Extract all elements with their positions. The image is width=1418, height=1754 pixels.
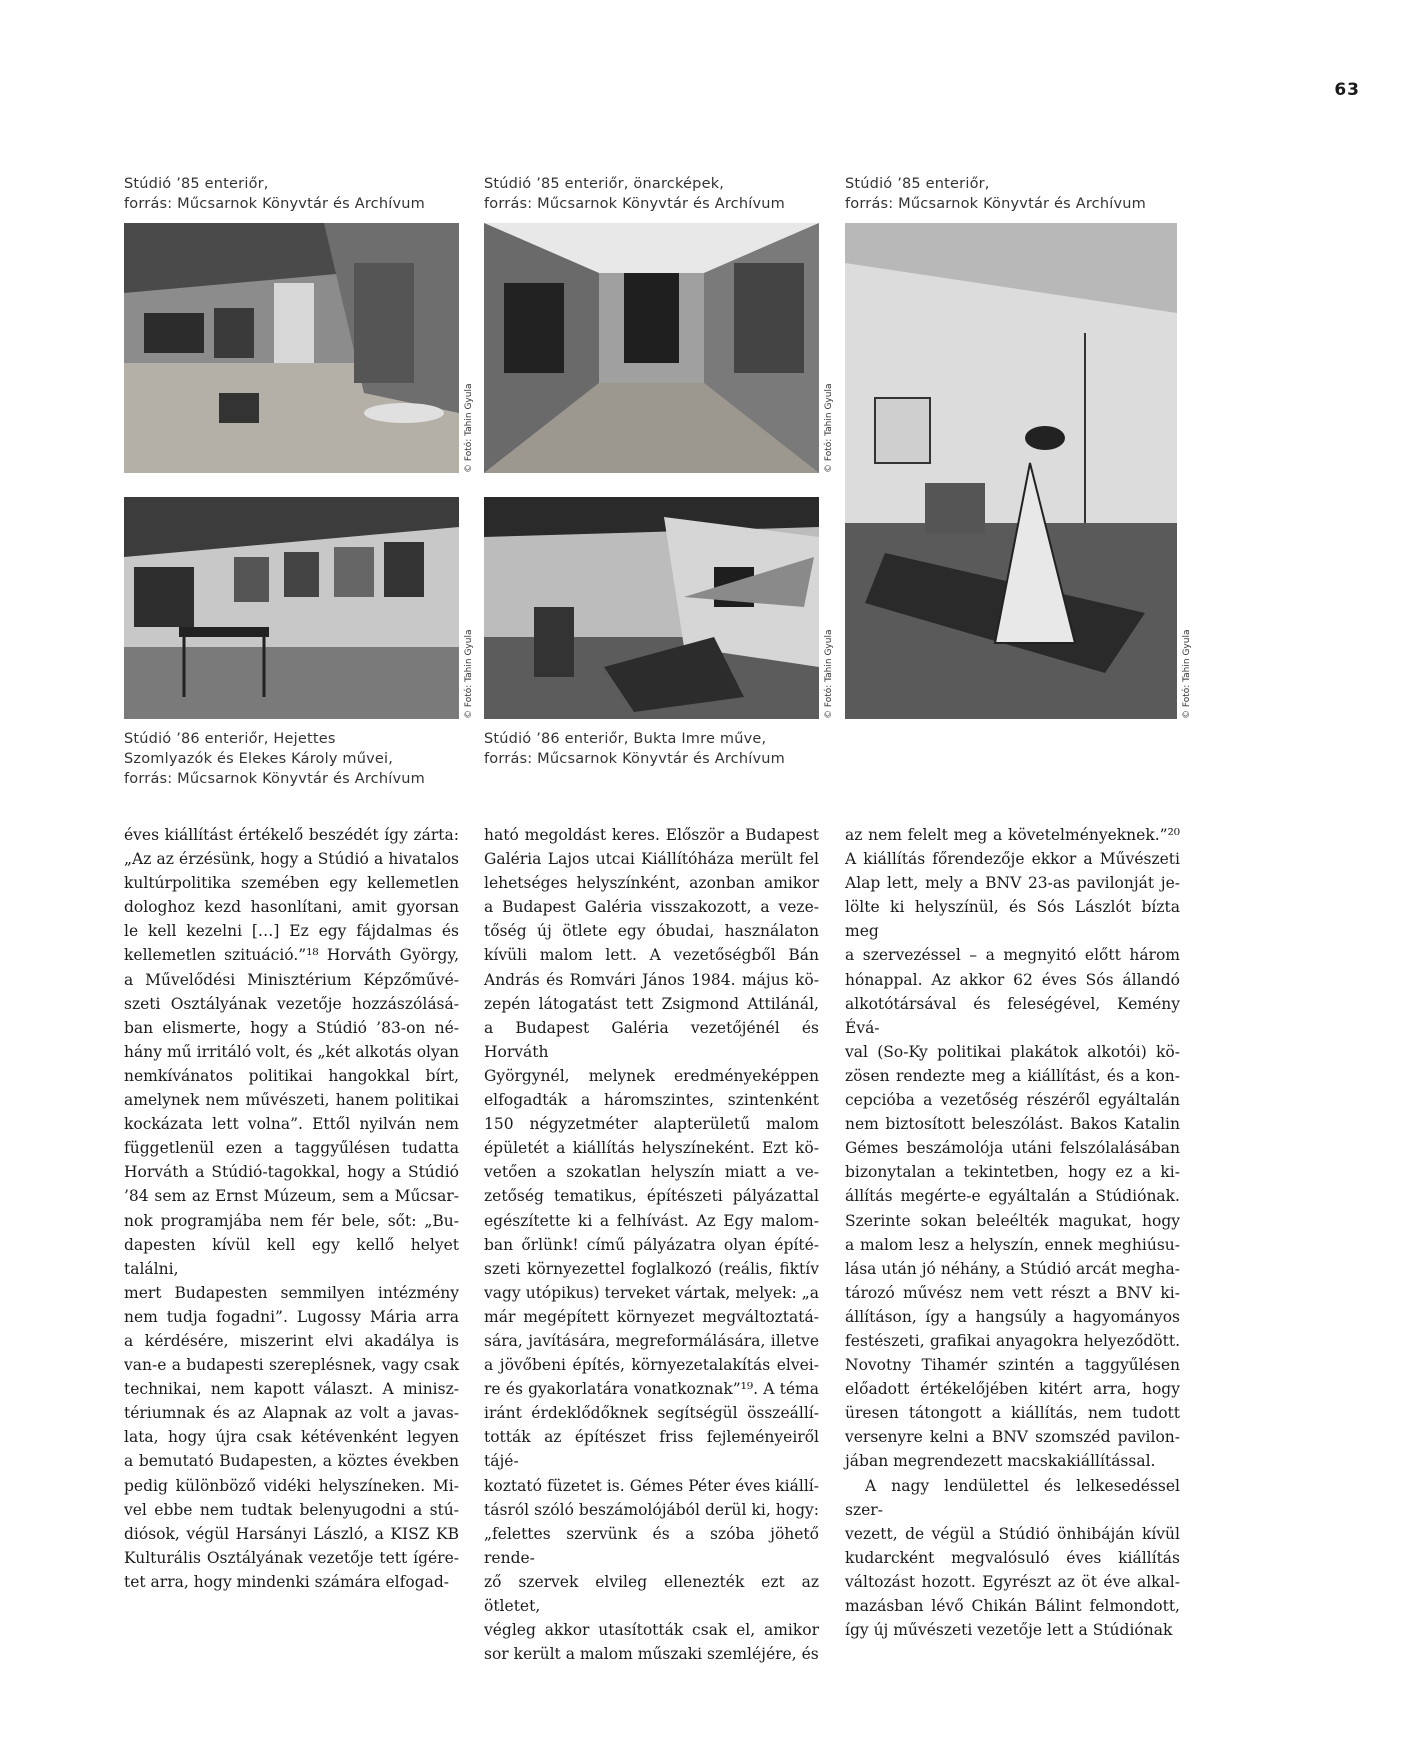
text-line: festészeti, grafikai anyagokra helyeződött. bbox=[845, 1331, 1180, 1350]
photo-studio85-interior-2 bbox=[845, 223, 1177, 719]
text-line: Györgynél, melynek eredményeképpen bbox=[484, 1066, 819, 1085]
text-line: nem biztosított beleszólást. Bakos Katalin bbox=[845, 1115, 1180, 1134]
text-column-3 bbox=[845, 823, 1180, 1642]
text-line: tet arra, hogy mindenki számára elfogad- bbox=[124, 1572, 450, 1591]
text-line: mert Budapesten semmilyen intézmény bbox=[124, 1283, 459, 1302]
text-line: ző szervek elvileg ellenezték ezt az ötletet, bbox=[484, 1572, 819, 1615]
text-line: elfogadták a háromszintes, szintenként bbox=[484, 1091, 819, 1110]
text-line: az nem felelt meg a követelményeknek.”²⁰ bbox=[845, 826, 1180, 844]
text-line: dologhoz kezd hasonlítani, amit gyorsan bbox=[124, 898, 459, 917]
text-line: állítás megérte-e egyáltalán a Stúdiónak. bbox=[845, 1187, 1180, 1206]
photo-caption-3: Stúdió ’85 enteriőr, forrás: Műcsarnok Könyvtár és Archívum bbox=[845, 176, 1146, 212]
text-line: tőség új ötlete egy óbudai, használaton bbox=[484, 922, 819, 941]
photo-credit-4: © Fotó: Tahin Gyula bbox=[464, 629, 474, 719]
text-line: kockázata lett volna”. Ettől nyilván nem bbox=[124, 1115, 459, 1134]
text-line: A kiállítás főrendezője ekkor a Művészeti bbox=[845, 850, 1180, 869]
text-line: lehetséges helyszínként, azonban amikor bbox=[484, 874, 819, 893]
text-line: a Művelődési Minisztérium Képzőművé- bbox=[124, 970, 459, 989]
text-line: diósok, végül Harsányi László, a KISZ KB bbox=[124, 1524, 459, 1543]
text-column-2 bbox=[484, 823, 819, 1666]
text-line: egészítette ki a felhívást. Az Egy malom- bbox=[484, 1211, 819, 1230]
text-line: lata, hogy újra csak kétévenként legyen bbox=[124, 1428, 459, 1447]
text-line: Gémes beszámolója utáni felszólalásában bbox=[845, 1139, 1180, 1158]
text-line: vagy utópikus) terveket vártak, melyek: „a bbox=[484, 1283, 819, 1302]
text-line: tározó művész nem vett részt a BNV ki- bbox=[845, 1283, 1180, 1302]
text-line: így új művészeti vezetője lett a Stúdiónak bbox=[845, 1621, 1173, 1640]
text-line: ban elismerte, hogy a Stúdió ’83-on né- bbox=[124, 1018, 459, 1037]
text-line: előadott értékelőjében kitért arra, hogy bbox=[845, 1380, 1180, 1399]
text-line: re és gyakorlatára vonatkoznak”¹⁹. A téma bbox=[484, 1380, 819, 1399]
text-line: bizonytalan a tekintetben, hogy ez a ki- bbox=[845, 1163, 1180, 1182]
photo-caption-5: Stúdió ’86 enteriőr, Bukta Imre műve, forrás: Műcsarnok Könyvtár és Archívum bbox=[484, 731, 785, 767]
photo-credit-5: © Fotó: Tahin Gyula bbox=[824, 629, 834, 719]
photo-caption-1: Stúdió ’85 enteriőr, forrás: Műcsarnok Könyvtár és Archívum bbox=[124, 176, 425, 212]
text-line: végleg akkor utasították csak el, amikor bbox=[484, 1621, 819, 1640]
text-line: már megépített környezet megváltoztatá- bbox=[484, 1307, 819, 1326]
text-line: lása után jó néhány, a Stúdió arcát megha- bbox=[845, 1259, 1180, 1278]
text-line: vezett, de végül a Stúdió önhibáján kívül bbox=[845, 1524, 1180, 1543]
text-line: függetlenül ezen a taggyűlésen tudatta bbox=[124, 1139, 459, 1158]
photo-caption-2: Stúdió ’85 enteriőr, önarcképek, forrás: Műcsarnok Könyvtár és Archívum bbox=[484, 176, 785, 212]
text-line: tériumnak és az Alapnak az volt a javas- bbox=[124, 1404, 459, 1423]
text-line: iránt érdeklődőknek segítségül összeállí- bbox=[484, 1404, 819, 1423]
text-line: amelynek nem művészeti, hanem politikai bbox=[124, 1091, 459, 1110]
text-line: Galéria Lajos utcai Kiállítóháza merült fel bbox=[484, 850, 819, 869]
text-line: szeti Osztályának vezetője hozzászólásá- bbox=[124, 994, 459, 1013]
text-line: le kell kezelni […] Ez egy fájdalmas és bbox=[124, 922, 459, 941]
text-line: val (So-Ky politikai plakátok alkotói) kö- bbox=[845, 1042, 1180, 1061]
text-line: változást hozott. Egyrészt az öt éve alkal- bbox=[845, 1572, 1180, 1591]
text-line: vel ebbe nem tudtak belenyugodni a stú- bbox=[124, 1500, 459, 1519]
photo-credit-3: © Fotó: Tahin Gyula bbox=[1182, 629, 1192, 719]
text-line: 150 négyzetméter alapterületű malom bbox=[484, 1115, 819, 1134]
text-line: tották az építészet friss fejleményeiről tájé- bbox=[484, 1428, 819, 1471]
text-line: Szerinte sokan beleélték magukat, hogy bbox=[845, 1211, 1180, 1230]
text-line: kultúrpolitika szemében egy kellemetlen bbox=[124, 874, 459, 893]
text-line: nemkívánatos politikai hangokkal bírt, bbox=[124, 1066, 459, 1085]
text-line: ban őrlünk! című pályázatra olyan építé- bbox=[484, 1235, 819, 1254]
text-line: mazásban lévő Chikán Bálint felmondott, bbox=[845, 1597, 1180, 1615]
text-line: cepcióba a vezetőség részéről egyáltalán bbox=[845, 1091, 1180, 1110]
photo-credit-2: © Fotó: Tahin Gyula bbox=[824, 383, 834, 473]
photo-studio85-self-portraits bbox=[484, 223, 819, 473]
text-line: a Budapest Galéria visszakozott, a veze- bbox=[484, 898, 819, 917]
text-line: zetőség tematikus, építészeti pályázattal bbox=[484, 1187, 819, 1206]
text-line: Horváth a Stúdió-tagokkal, hogy a Stúdió bbox=[124, 1163, 459, 1182]
text-line: Alap lett, mely a BNV 23-as pavilonját je- bbox=[845, 874, 1180, 893]
text-line: éves kiállítást értékelő beszédét így zárta: bbox=[124, 826, 459, 844]
photo-caption-4: Stúdió ’86 enteriőr, Hejettes Szomlyazók és Elekes Károly művei, forrás: Műcsarnok Könyvtár és Archívum bbox=[124, 731, 425, 787]
text-column-1 bbox=[124, 823, 459, 1594]
text-line: szeti környezettel foglalkozó (reális, fiktív bbox=[484, 1259, 819, 1278]
text-line: dapesten kívül kell egy kellő helyet találni, bbox=[124, 1235, 459, 1278]
photo-studio86-hejettes bbox=[124, 497, 459, 719]
text-line: a szervezéssel – a megnyitó előtt három bbox=[845, 946, 1180, 965]
text-line: a Budapest Galéria vezetőjénél és Horváth bbox=[484, 1018, 819, 1061]
text-line: zösen rendezte meg a kiállítást, és a kon- bbox=[845, 1066, 1180, 1085]
text-line: András és Romvári János 1984. május kö- bbox=[484, 970, 819, 989]
text-line: állításon, így a hangsúly a hagyományos bbox=[845, 1307, 1180, 1326]
text-line: üresen tátongott a kiállítás, nem tudott bbox=[845, 1404, 1180, 1423]
text-line: a kérdésére, miszerint elvi akadálya is bbox=[124, 1331, 459, 1350]
photo-credit-1: © Fotó: Tahin Gyula bbox=[464, 383, 474, 473]
text-line: a jövőbeni építés, környezetalakítás elvei- bbox=[484, 1356, 819, 1375]
text-line: a bemutató Budapesten, a köztes években bbox=[124, 1452, 459, 1471]
text-line: vetően a szokatlan helyszín miatt a ve- bbox=[484, 1163, 819, 1182]
text-line: alkotótársával és feleségével, Kemény Évá- bbox=[845, 994, 1180, 1037]
page-number: 63 bbox=[1334, 80, 1360, 100]
text-line: van-e a budapesti szereplésnek, vagy csak bbox=[124, 1356, 459, 1375]
photo-studio86-bukta bbox=[484, 497, 819, 719]
text-line: nem tudja fogadni”. Lugossy Mária arra bbox=[124, 1307, 459, 1326]
text-line: pedig különböző vidéki helyszíneken. Mi- bbox=[124, 1476, 459, 1495]
text-line: hány mű irritáló volt, és „két alkotás olyan bbox=[124, 1042, 459, 1061]
text-line: hónappal. Az akkor 62 éves Sós állandó bbox=[845, 970, 1180, 989]
text-line: nok programjába nem fér bele, sőt: „Bu- bbox=[124, 1211, 459, 1230]
text-line: kívüli malom lett. A vezetőségből Bán bbox=[484, 946, 819, 965]
text-line: a malom lesz a helyszín, ennek meghiúsu- bbox=[845, 1235, 1180, 1254]
text-line: tásról szóló beszámolójából derül ki, hogy: bbox=[484, 1500, 819, 1519]
text-line: koztató füzetet is. Gémes Péter éves kiállí- bbox=[484, 1476, 819, 1495]
text-line: jában megrendezett macskakiállítással. bbox=[845, 1452, 1156, 1471]
text-line: sára, javítására, megreformálására, illetve bbox=[484, 1331, 819, 1350]
photo-studio85-interior-1 bbox=[124, 223, 459, 473]
text-line: kudarcként megvalósuló éves kiállítás bbox=[845, 1548, 1180, 1567]
text-line: versenyre kelni a BNV szomszéd pavilon- bbox=[845, 1428, 1180, 1447]
text-line: zepén látogatást tett Zsigmond Attilánál, bbox=[484, 994, 819, 1013]
text-line: ’84 sem az Ernst Múzeum, sem a Műcsar- bbox=[124, 1187, 459, 1206]
text-line: Novotny Tihamér szintén a taggyűlésen bbox=[845, 1356, 1180, 1375]
text-line: lölte ki helyszínül, és Sós Lászlót bízta meg bbox=[845, 898, 1180, 941]
text-line: ható megoldást keres. Először a Budapest bbox=[484, 826, 819, 844]
text-line: épületét a kiállítás helyszíneként. Ezt kö- bbox=[484, 1139, 819, 1158]
text-line: Kulturális Osztályának vezetője tett ígére- bbox=[124, 1548, 459, 1567]
text-line: „Az az érzésünk, hogy a Stúdió a hivatalos bbox=[124, 850, 459, 869]
text-line: technikai, nem kapott választ. A minisz- bbox=[124, 1380, 459, 1399]
text-line: sor került a malom műszaki szemléjére, és bbox=[484, 1645, 819, 1664]
text-line: „felettes szervünk és a szóba jöhető rende- bbox=[484, 1524, 819, 1567]
text-line: kellemetlen szituáció.”¹⁸ Horváth György, bbox=[124, 946, 459, 965]
text-line: A nagy lendülettel és lelkesedéssel szer- bbox=[845, 1476, 1180, 1519]
